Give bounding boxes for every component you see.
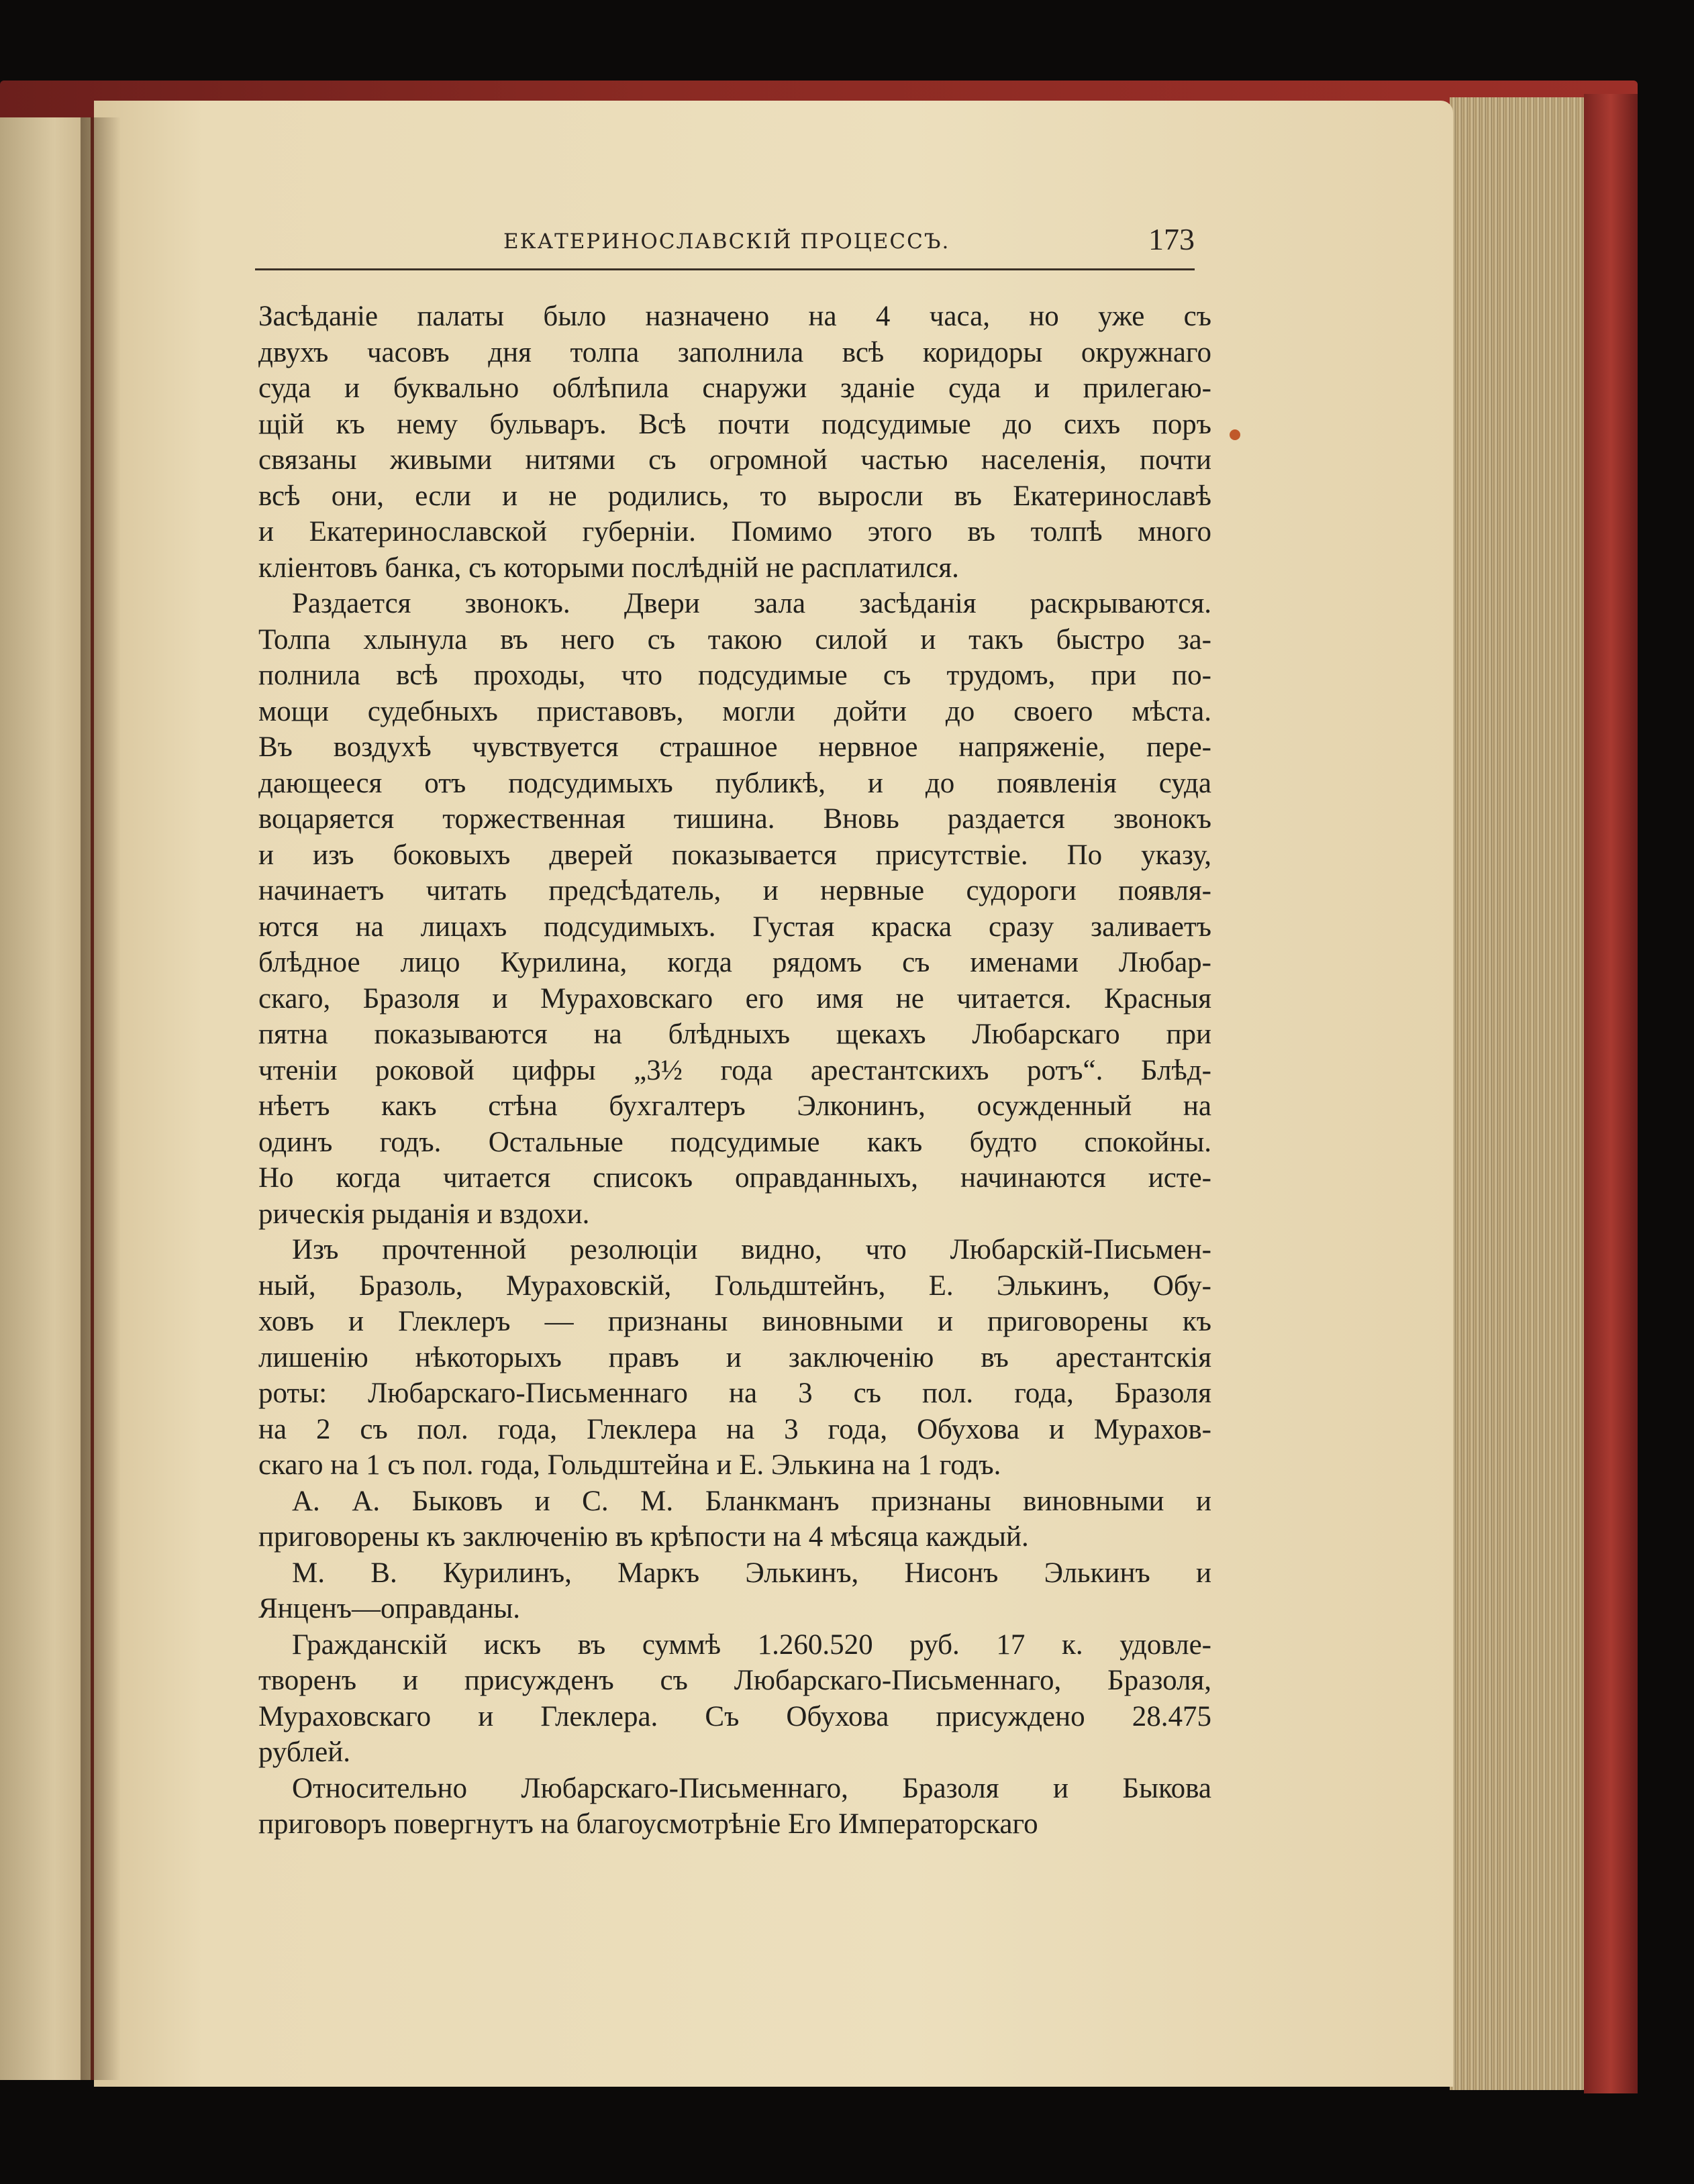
text-line: скаго на 1 съ пол. года, Гольдштейна и Е. Элькина на 1 годъ. xyxy=(258,1449,1001,1481)
text-line: Относительно Любарскаго-Письменнаго, Бразоля и Быкова xyxy=(292,1772,1211,1804)
paragraph xyxy=(258,1771,1211,1842)
paragraph xyxy=(258,1555,1211,1627)
text-line: Но когда читается списокъ оправданныхъ, начинаются исте- xyxy=(258,1162,1211,1194)
text-line: роты: Любарскаго-Письменнаго на 3 съ пол. года, Бразоля xyxy=(258,1377,1211,1409)
text-line: суда и буквально облѣпила снаружи зданіе суда и прилегаю- xyxy=(258,372,1211,404)
page-block-edges xyxy=(1450,97,1591,2090)
text-line: нѣетъ какъ стѣна бухгалтеръ Элконинъ, осужденный на xyxy=(258,1090,1211,1122)
text-line: двухъ часовъ дня толпа заполнила всѣ коридоры окружнаго xyxy=(258,336,1211,368)
text-line: Мураховскаго и Глеклера. Съ Обухова присуждено 28.475 xyxy=(258,1700,1211,1732)
text-line: щій къ нему бульваръ. Всѣ почти подсудимые до сихъ поръ xyxy=(258,408,1211,440)
text-line: начинаетъ читать предсѣдатель, и нервные судороги появля- xyxy=(258,875,1211,906)
paragraph xyxy=(258,586,1211,1232)
text-line: рублей. xyxy=(258,1736,350,1768)
left-page-edge xyxy=(0,117,91,2080)
text-line: дающееся отъ подсудимыхъ публикѣ, и до появленія суда xyxy=(258,767,1211,799)
page-number: 173 xyxy=(1148,222,1195,256)
text-line: творенъ и присужденъ съ Любарскаго-Письменнаго, Бразоля, xyxy=(258,1665,1211,1696)
text-line: кліентовъ банка, съ которыми послѣдній не расплатился. xyxy=(258,552,959,584)
text-line: ный, Бразоль, Мураховскій, Гольдштейнъ, Е. Элькинъ, Обу- xyxy=(258,1269,1211,1302)
text-line: приговоръ повергнутъ на благоусмотрѣніе Его Императорскаго xyxy=(258,1808,1038,1840)
text-line: мощи судебныхъ приставовъ, могли дойти до своего мѣста. xyxy=(258,695,1211,727)
text-line: воцаряется торжественная тишина. Вновь раздается звонокъ xyxy=(258,803,1211,835)
paragraph xyxy=(258,1627,1211,1771)
text-line: Засѣданіе палаты было назначено на 4 часа, но уже съ xyxy=(258,301,1211,332)
text-line: Толпа хлынула въ него съ такою силой и такъ быстро за- xyxy=(258,623,1211,656)
text-line: М. В. Курилинъ, Маркъ Элькинъ, Нисонъ Элькинъ и xyxy=(292,1557,1211,1589)
text-line: ются на лицахъ подсудимыхъ. Густая краска сразу заливаетъ xyxy=(258,911,1211,943)
page-body-text xyxy=(258,299,1211,1842)
text-line: А. А. Быковъ и С. М. Бланкманъ признаны виновными и xyxy=(292,1485,1211,1517)
text-line: рическія рыданія и вздохи. xyxy=(258,1198,590,1230)
text-line: и изъ боковыхъ дверей показывается присутствіе. По указу, xyxy=(258,839,1211,871)
text-line: полнила всѣ проходы, что подсудимые съ трудомъ, при по- xyxy=(258,660,1211,691)
text-line: лишенію нѣкоторыхъ правъ и заключенію въ арестантскія xyxy=(258,1341,1211,1373)
text-line: пятна показываются на блѣдныхъ щекахъ Любарскаго при xyxy=(258,1019,1211,1050)
cover-edge xyxy=(1584,94,1638,2093)
text-line: скаго, Бразоля и Мураховскаго его имя не читается. Красныя xyxy=(258,982,1211,1015)
paragraph xyxy=(258,1232,1211,1484)
text-line: приговорены къ заключенію въ крѣпости на 4 мѣсяца каждый. xyxy=(258,1521,1029,1553)
text-line: блѣдное лицо Курилина, когда рядомъ съ именами Любар- xyxy=(258,947,1211,978)
text-line: Раздается звонокъ. Двери зала засѣданія раскрываются. xyxy=(292,588,1211,619)
text-line: одинъ годъ. Остальные подсудимые какъ будто спокойны. xyxy=(258,1126,1211,1158)
paragraph xyxy=(258,1484,1211,1555)
text-line: Янценъ—оправданы. xyxy=(258,1593,520,1624)
text-line: Въ воздухѣ чувствуется страшное нервное напряженіе, пере- xyxy=(258,731,1211,763)
text-line: Изъ прочтенной резолюціи видно, что Любарскій-Письмен- xyxy=(292,1234,1211,1265)
text-line: связаны живыми нитями съ огромной частью населенія, почти xyxy=(258,444,1211,476)
text-line: на 2 съ пол. года, Глеклера на 3 года, Обухова и Мурахов- xyxy=(258,1413,1211,1445)
paragraph xyxy=(258,299,1211,586)
text-line: ховъ и Глеклеръ — признаны виновными и приговорены къ xyxy=(258,1306,1211,1337)
text-line: всѣ они, если и не родились, то выросли въ Екатеринославѣ xyxy=(258,480,1211,512)
text-line: чтеніи роковой цифры „3½ года арестантскихъ ротъ“. Блѣд- xyxy=(258,1054,1211,1086)
running-head-title: ЕКАТЕРИНОСЛАВСКІЙ ПРОЦЕССЪ. xyxy=(503,229,950,254)
page-gutter-shadow xyxy=(81,117,121,2080)
text-line: Гражданскій искъ въ суммѣ 1.260.520 руб. 17 к. удовле- xyxy=(292,1628,1211,1661)
paper-speck xyxy=(1230,429,1240,440)
text-line: и Екатеринославской губерніи. Помимо этого въ толпѣ много xyxy=(258,516,1211,548)
running-head xyxy=(255,221,1195,270)
